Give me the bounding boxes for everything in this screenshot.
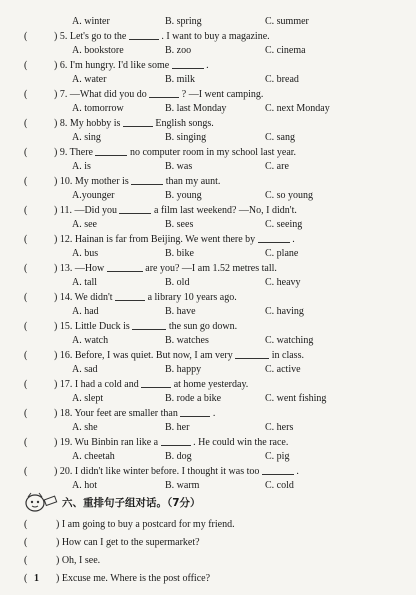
question-tail: . bbox=[206, 60, 209, 71]
question-tail: . He could win the race. bbox=[193, 437, 289, 448]
question-row bbox=[0, 319, 416, 334]
question-stem: ) 9. There bbox=[54, 147, 93, 158]
answer-blank bbox=[235, 348, 269, 359]
answer-paren[interactable]: ( bbox=[24, 205, 28, 216]
answer-blank bbox=[131, 174, 163, 185]
option-c: C. seeing bbox=[265, 219, 303, 230]
option-b: B. spring bbox=[165, 16, 202, 27]
options-row bbox=[0, 188, 416, 203]
option-b: B. old bbox=[165, 277, 190, 288]
question-row bbox=[0, 29, 416, 44]
cartoon-pencil-icon bbox=[24, 491, 58, 513]
options-row bbox=[0, 101, 416, 116]
answer-blank bbox=[141, 377, 171, 388]
option-a: A. had bbox=[72, 306, 99, 317]
answer-paren[interactable]: ( bbox=[24, 379, 28, 390]
question-text bbox=[54, 87, 263, 102]
option-c: C. cold bbox=[265, 480, 294, 491]
question-stem: ) 5. Let's go to the bbox=[54, 31, 127, 42]
option-a: A. sad bbox=[72, 364, 98, 375]
answer-paren[interactable]: ( bbox=[24, 437, 28, 448]
question-row bbox=[0, 116, 416, 131]
answer-paren[interactable]: ( bbox=[24, 350, 28, 361]
question-row bbox=[0, 348, 416, 363]
question-stem: ) 11. —Did you bbox=[54, 205, 117, 216]
question-row bbox=[0, 377, 416, 392]
question-stem: ) 13. —How bbox=[54, 263, 105, 274]
option-a: A. see bbox=[72, 219, 97, 230]
question-text bbox=[54, 116, 214, 131]
question-row bbox=[0, 145, 416, 160]
options-row bbox=[0, 333, 416, 348]
question-tail: a library 10 years ago. bbox=[147, 292, 237, 303]
option-b: B. last Monday bbox=[165, 103, 227, 114]
reorder-row bbox=[0, 517, 416, 532]
reorder-row bbox=[0, 571, 416, 586]
question-stem: ) 19. Wu Binbin ran like a bbox=[54, 437, 159, 448]
option-b: B. young bbox=[165, 190, 202, 201]
question-text bbox=[54, 464, 299, 479]
options-row bbox=[0, 275, 416, 290]
answer-paren[interactable]: ( bbox=[24, 466, 28, 477]
answer-blank bbox=[262, 464, 294, 475]
question-row bbox=[0, 174, 416, 189]
section-six-header bbox=[0, 492, 416, 512]
answer-blank bbox=[180, 406, 210, 417]
option-b: B. have bbox=[165, 306, 196, 317]
option-a: A. hot bbox=[72, 480, 97, 491]
reorder-row bbox=[0, 553, 416, 568]
question-stem: ) 14. We didn't bbox=[54, 292, 113, 303]
question-text bbox=[54, 232, 295, 247]
previous-question-options bbox=[0, 14, 416, 29]
option-c: C. are bbox=[265, 161, 289, 172]
option-a: A. she bbox=[72, 422, 98, 433]
question-stem: ) 17. I had a cold and bbox=[54, 379, 139, 390]
question-row bbox=[0, 261, 416, 276]
answer-blank bbox=[115, 290, 145, 301]
question-text bbox=[54, 29, 270, 44]
question-text bbox=[54, 58, 209, 73]
question-stem: ) 20. I didn't like winter before. I thought it was too bbox=[54, 466, 260, 477]
option-c: C. cinema bbox=[265, 45, 306, 56]
question-tail: are you? —I am 1.52 metres tall. bbox=[145, 263, 277, 274]
answer-blank bbox=[161, 435, 191, 446]
question-tail: at home yesterday. bbox=[173, 379, 249, 390]
answer-blank bbox=[132, 319, 166, 330]
question-tail: . bbox=[212, 408, 216, 419]
question-tail: a film last weekend? —No, I didn't. bbox=[153, 205, 297, 216]
answer-paren[interactable]: ( bbox=[24, 31, 28, 42]
question-stem: ) 18. Your feet are smaller than bbox=[54, 408, 178, 419]
order-paren[interactable]: ( bbox=[24, 573, 28, 584]
options-row bbox=[0, 420, 416, 435]
options-row bbox=[0, 159, 416, 174]
question-stem: ) 10. My mother is bbox=[54, 176, 129, 187]
question-row bbox=[0, 290, 416, 305]
option-a: A. is bbox=[72, 161, 91, 172]
answer-paren[interactable]: ( bbox=[24, 321, 28, 332]
question-text bbox=[54, 145, 296, 160]
option-a: A. sing bbox=[72, 132, 101, 143]
answer-blank bbox=[95, 145, 127, 156]
question-text bbox=[54, 174, 220, 189]
question-tail: ? —I went camping. bbox=[181, 89, 264, 100]
options-row bbox=[0, 304, 416, 319]
question-text bbox=[54, 290, 237, 305]
option-b: B. rode a bike bbox=[165, 393, 222, 404]
option-c: C. pig bbox=[265, 451, 290, 462]
option-b: B. warm bbox=[165, 480, 200, 491]
question-text bbox=[54, 406, 215, 421]
option-a: A. winter bbox=[72, 16, 110, 27]
option-b: B. bike bbox=[165, 248, 194, 259]
answer-blank bbox=[258, 232, 290, 243]
answer-paren[interactable]: ( bbox=[24, 60, 28, 71]
option-b: B. her bbox=[165, 422, 190, 433]
section-six-title: 六、重排句子组对话。（7分） bbox=[62, 497, 201, 509]
question-row bbox=[0, 58, 416, 73]
answer-paren[interactable]: ( bbox=[24, 263, 28, 274]
options-row bbox=[0, 246, 416, 261]
option-c: C. next Monday bbox=[265, 103, 330, 114]
question-text bbox=[54, 203, 297, 218]
dialogue-sentence: ) How can I get to the supermarket? bbox=[56, 537, 200, 548]
option-c: C. active bbox=[265, 364, 301, 375]
answer-paren[interactable]: ( bbox=[24, 292, 28, 303]
options-row bbox=[0, 449, 416, 464]
option-c: C. hers bbox=[265, 422, 294, 433]
option-a: A.younger bbox=[72, 190, 115, 201]
question-row bbox=[0, 464, 416, 479]
question-text bbox=[54, 377, 248, 392]
option-c: C. bread bbox=[265, 74, 299, 85]
order-paren[interactable]: ( bbox=[24, 537, 28, 548]
question-text bbox=[54, 435, 288, 450]
option-a: A. watch bbox=[72, 335, 109, 346]
question-text bbox=[54, 261, 277, 276]
option-c: C. watching bbox=[265, 335, 314, 346]
answer-blank bbox=[149, 87, 179, 98]
answer-paren[interactable]: ( bbox=[24, 234, 28, 245]
question-row bbox=[0, 203, 416, 218]
option-a: A. slept bbox=[72, 393, 104, 404]
options-row bbox=[0, 391, 416, 406]
question-tail: the sun go down. bbox=[168, 321, 238, 332]
question-stem: ) 7. —What did you do bbox=[54, 89, 147, 100]
question-tail: . bbox=[292, 234, 295, 245]
answer-blank bbox=[123, 116, 153, 127]
question-stem: ) 8. My hobby is bbox=[54, 118, 121, 129]
answer-blank bbox=[129, 29, 159, 40]
question-tail: . bbox=[296, 466, 299, 477]
answer-blank bbox=[119, 203, 151, 214]
question-tail: no computer room in my school last year. bbox=[129, 147, 297, 158]
reorder-row bbox=[0, 535, 416, 550]
option-c: C. summer bbox=[265, 16, 309, 27]
option-c: C. having bbox=[265, 306, 304, 317]
option-c: C. so young bbox=[265, 190, 314, 201]
options-row bbox=[0, 72, 416, 87]
option-b: B. singing bbox=[165, 132, 207, 143]
question-stem: ) 6. I'm hungry. I'd like some bbox=[54, 60, 170, 71]
question-stem: ) 15. Little Duck is bbox=[54, 321, 130, 332]
option-a: A. tall bbox=[72, 277, 97, 288]
answer-paren[interactable]: ( bbox=[24, 89, 28, 100]
order-paren[interactable]: ( bbox=[24, 519, 28, 530]
option-b: B. watches bbox=[165, 335, 209, 346]
option-b: B. milk bbox=[165, 74, 196, 85]
question-row bbox=[0, 435, 416, 450]
order-number: 1 bbox=[34, 573, 39, 584]
dialogue-sentence: ) Excuse me. Where is the post office? bbox=[56, 573, 211, 584]
answer-paren[interactable]: ( bbox=[24, 147, 28, 158]
dialogue-sentence: ) I am going to buy a postcard for my friend. bbox=[56, 519, 235, 530]
answer-paren[interactable]: ( bbox=[24, 408, 28, 419]
answer-blank bbox=[107, 261, 143, 272]
question-stem: ) 12. Hainan is far from Beijing. We went there by bbox=[54, 234, 256, 245]
option-a: A. bus bbox=[72, 248, 99, 259]
options-row bbox=[0, 43, 416, 58]
option-b: B. dog bbox=[165, 451, 192, 462]
answer-paren[interactable]: ( bbox=[24, 176, 28, 187]
options-row bbox=[0, 478, 416, 493]
answer-paren[interactable]: ( bbox=[24, 118, 28, 129]
question-row bbox=[0, 87, 416, 102]
option-b: B. happy bbox=[165, 364, 202, 375]
options-row bbox=[0, 362, 416, 377]
option-c: C. went fishing bbox=[265, 393, 327, 404]
question-stem: ) 16. Before, I was quiet. But now, I am very bbox=[54, 350, 233, 361]
dialogue-sentence: ) Oh, I see. bbox=[56, 555, 101, 566]
option-a: A. water bbox=[72, 74, 107, 85]
question-text bbox=[54, 319, 237, 334]
option-b: B. was bbox=[165, 161, 193, 172]
option-c: C. sang bbox=[265, 132, 295, 143]
option-a: A. cheetah bbox=[72, 451, 115, 462]
option-b: B. sees bbox=[165, 219, 194, 230]
answer-blank bbox=[172, 58, 204, 69]
question-text bbox=[54, 348, 304, 363]
option-a: A. bookstore bbox=[72, 45, 124, 56]
question-tail: in class. bbox=[271, 350, 304, 361]
options-row bbox=[0, 217, 416, 232]
question-tail: than my aunt. bbox=[165, 176, 221, 187]
question-tail: . I want to buy a magazine. bbox=[161, 31, 270, 42]
option-b: B. zoo bbox=[165, 45, 192, 56]
option-a: A. tomorrow bbox=[72, 103, 124, 114]
order-paren[interactable]: ( bbox=[24, 555, 28, 566]
option-c: C. heavy bbox=[265, 277, 301, 288]
option-c: C. plane bbox=[265, 248, 299, 259]
question-tail: English songs. bbox=[155, 118, 214, 129]
options-row bbox=[0, 130, 416, 145]
question-row bbox=[0, 232, 416, 247]
question-row bbox=[0, 406, 416, 421]
